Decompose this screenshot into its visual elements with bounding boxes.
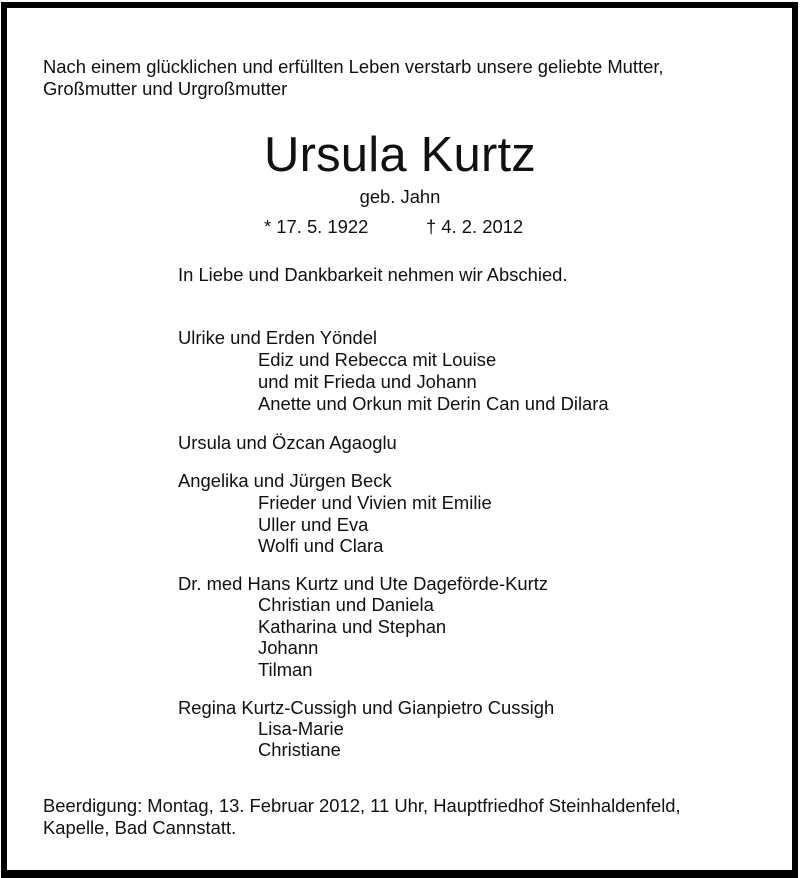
family-member: Lisa-Marie	[258, 718, 344, 739]
funeral-line-2: Kapelle, Bad Cannstatt.	[43, 817, 237, 838]
family-member: Christian und Daniela	[258, 594, 434, 615]
maiden-name: geb. Jahn	[359, 186, 441, 207]
family-head: Regina Kurtz-Cussigh und Gianpietro Cussigh	[178, 697, 555, 718]
family-member: Uller und Eva	[258, 514, 369, 535]
family-member: Ediz und Rebecca mit Louise	[258, 349, 497, 370]
family-member: Frieder und Vivien mit Emilie	[258, 492, 492, 513]
life-dates	[264, 216, 524, 238]
death-date: † 4. 2. 2012	[426, 216, 524, 237]
family-member: Johann	[258, 637, 319, 658]
funeral-line-1: Beerdigung: Montag, 13. Februar 2012, 11 Uhr, Hauptfriedhof Steinhaldenfeld,	[43, 795, 681, 816]
family-member: Anette und Orkun mit Derin Can und Dilara	[258, 393, 609, 414]
intro-line-2: Großmutter und Urgroßmutter	[43, 78, 288, 99]
family-head: Ulrike und Erden Yöndel	[178, 327, 378, 348]
family-member: Wolfi und Clara	[258, 535, 384, 556]
family-head: Dr. med Hans Kurtz und Ute Dageförde-Kurtz	[178, 573, 549, 594]
family-member: Tilman	[258, 659, 313, 680]
family-member: und mit Frieda und Johann	[258, 371, 477, 392]
intro-line-1: Nach einem glücklichen und erfüllten Leben verstarb unsere geliebte Mutter,	[43, 56, 664, 77]
family-member: Katharina und Stephan	[258, 616, 447, 637]
birth-date: * 17. 5. 1922	[264, 216, 369, 237]
family-member: Christiane	[258, 739, 341, 760]
family-head: Ursula und Özcan Agaoglu	[178, 432, 397, 453]
family-head: Angelika und Jürgen Beck	[178, 470, 392, 491]
farewell-text: In Liebe und Dankbarkeit nehmen wir Abschied.	[178, 264, 568, 285]
deceased-name: Ursula Kurtz	[264, 128, 536, 182]
